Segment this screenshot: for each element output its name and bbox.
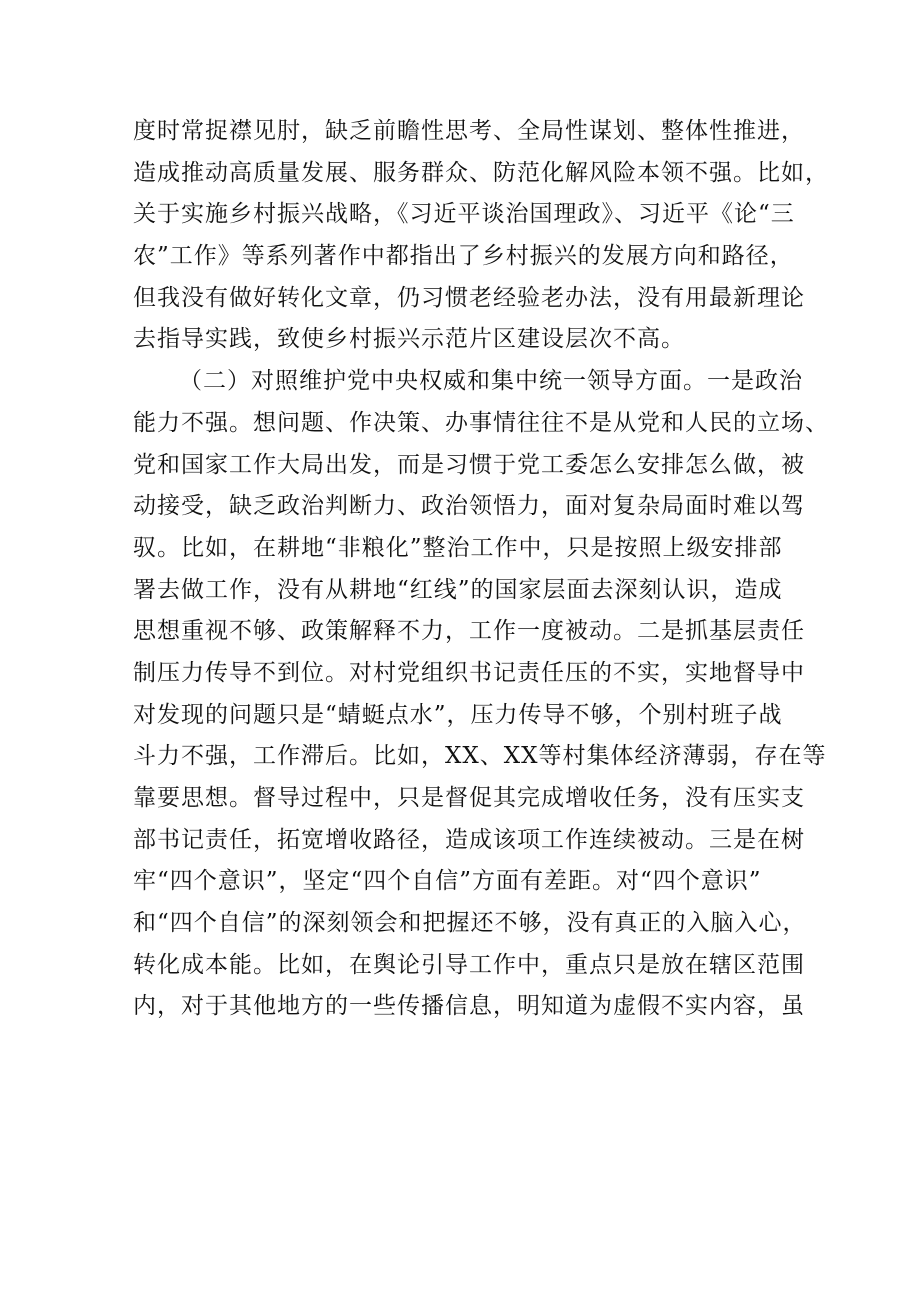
text-line: 和“四个自信”的深刻领会和把握还不够，没有真正的入脑入心， — [133, 910, 807, 937]
section-heading-line: （二）对照维护党中央权威和集中统一领导方面。一是政治 — [179, 368, 803, 395]
text-line: 靠要思想。督导过程中，只是督促其完成增收任务，没有压实支 — [133, 785, 805, 811]
text-line: 关于实施乡村振兴战略，《习近平谈治国理政》、习近平《论“三 — [133, 201, 795, 228]
text-line: 对发现的问题只是“蜻蜓点水”，压力传导不够，个别村班子战 — [133, 701, 783, 728]
text-line: 去指导实践，致使乡村振兴示范片区建设层次不高。 — [133, 326, 685, 353]
text-line: 度时常捉襟见肘，缺乏前瞻性思考、全局性谋划、整体性推进， — [133, 118, 805, 144]
text-line: 农”工作》等系列著作中都指出了乡村振兴的发展方向和路径， — [133, 243, 794, 270]
text-line: 思想重视不够、政策解释不力，工作一度被动。二是抓基层责任 — [133, 618, 805, 645]
text-line: 牢“四个意识”，坚定“四个自信”方面有差距。对“四个意识” — [133, 868, 762, 895]
text-line: 驭。比如，在耕地“非粮化”整治工作中，只是按照上级安排部 — [133, 534, 783, 561]
text-line: 但我没有做好转化文章，仍习惯老经验老办法，没有用最新理论 — [133, 284, 805, 311]
text-line: 斗力不强，工作滞后。比如，XX、XX等村集体经济薄弱，存在等 — [133, 743, 827, 770]
text-line: 能力不强。想问题、作决策、办事情往往不是从党和人民的立场、 — [133, 409, 829, 436]
text-line: 转化成本能。比如，在舆论引导工作中，重点只是放在辖区范围 — [133, 951, 805, 978]
text-line: 造成推动高质量发展、服务群众、防范化解风险本领不强。比如， — [133, 159, 829, 186]
text-line: 内，对于其他地方的一些传播信息，明知道为虚假不实内容，虽 — [133, 993, 805, 1020]
text-line: 部书记责任，拓宽增收路径，造成该项工作连续被动。三是在树 — [133, 826, 805, 853]
text-line: 制压力传导不到位。对村党组织书记责任压的不实，实地督导中 — [133, 659, 805, 686]
document-body — [133, 111, 829, 1028]
text-line: 署去做工作，没有从耕地“红线”的国家层面去深刻认识，造成 — [133, 576, 783, 603]
text-line: 党和国家工作大局出发，而是习惯于党工委怎么安排怎么做，被 — [133, 451, 805, 478]
text-line: 动接受，缺乏政治判断力、政治领悟力，面对复杂局面时难以驾 — [133, 493, 805, 520]
